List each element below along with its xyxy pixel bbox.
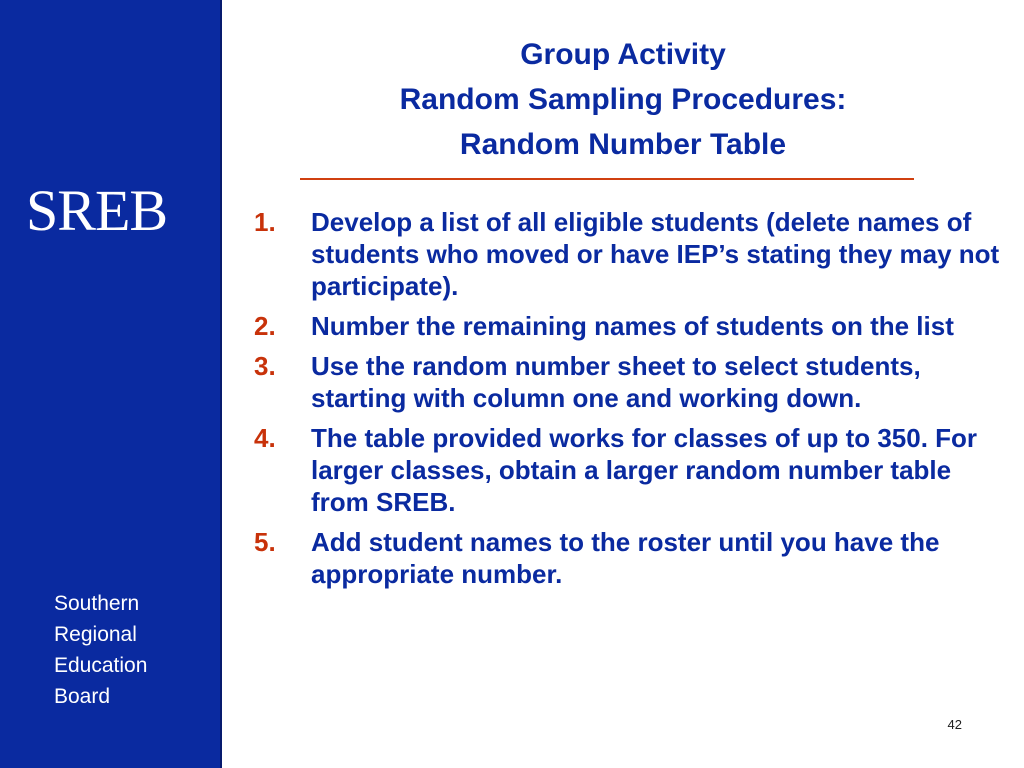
step-number: 5.	[254, 527, 276, 557]
title-line: Random Sampling Procedures:	[399, 83, 847, 116]
step-number: 2.	[254, 311, 276, 341]
step-text: Add student names to the roster until you have the appropriate number.	[311, 527, 940, 589]
step-text: Number the remaining names of students on the list	[311, 311, 954, 341]
org-name-line: Regional	[54, 623, 137, 646]
step-number: 3.	[254, 351, 276, 381]
org-name-line: Southern	[54, 592, 140, 615]
org-name-line: Board	[54, 685, 111, 708]
sidebar-panel	[0, 0, 222, 768]
step-item	[254, 526, 1014, 590]
title-line: Group Activity	[520, 38, 726, 71]
step-item	[254, 310, 1014, 342]
title-line: Random Number Table	[459, 128, 787, 161]
org-name-line: Education	[54, 654, 148, 677]
sreb-logo: SREB	[26, 178, 168, 243]
step-text: Develop a list of all eligible students (delete names of students who moved or have IEP’s stating they may not participate).	[311, 207, 1000, 301]
step-number: 4.	[254, 423, 276, 453]
step-item	[254, 422, 1014, 518]
organization-name	[54, 588, 147, 712]
page-number: 42	[947, 717, 962, 732]
step-item	[254, 206, 1014, 302]
step-text: The table provided works for classes of up to 350. For larger classes, obtain a larger random number table from SREB.	[311, 423, 978, 517]
title-divider	[300, 178, 914, 180]
step-number: 1.	[254, 207, 276, 237]
steps-list	[254, 206, 1014, 598]
step-text: Use the random number sheet to select students, starting with column one and working down.	[311, 351, 921, 413]
slide-title	[222, 32, 1024, 167]
step-item	[254, 350, 1014, 414]
